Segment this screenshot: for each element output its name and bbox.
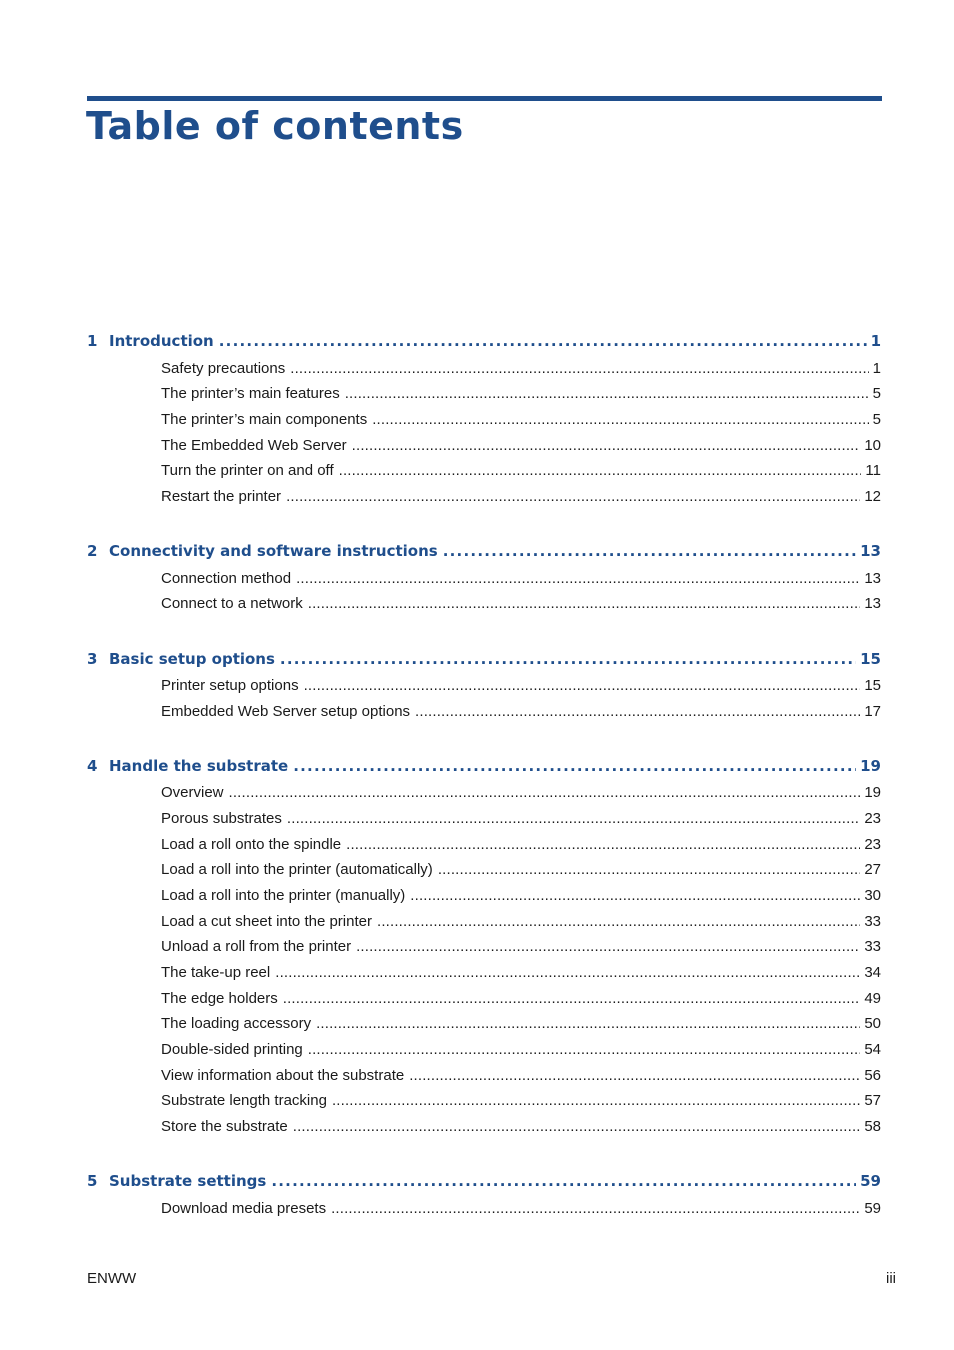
toc-page-number: 54	[864, 1041, 881, 1058]
toc-dot-leader	[345, 385, 869, 402]
toc-entry-title: Introduction	[109, 332, 214, 350]
toc-dot-leader	[352, 437, 861, 454]
toc-section-entry[interactable]	[161, 1200, 881, 1222]
toc-page-number: 23	[864, 810, 881, 827]
toc-section-entry[interactable]	[161, 784, 881, 806]
toc-dot-leader	[316, 1015, 860, 1032]
page-title: Table of contents	[86, 104, 464, 148]
toc-entry-title: Connection method	[161, 570, 292, 587]
toc-dot-leader	[331, 1200, 860, 1217]
toc-entry-title: Connectivity and software instructions	[109, 542, 438, 560]
toc-entry-title: Porous substrates	[161, 810, 282, 827]
toc-dot-leader	[356, 938, 860, 955]
toc-dot-leader	[377, 913, 860, 930]
toc-entry-title: Double-sided printing	[161, 1041, 303, 1058]
toc-entry-title: Load a cut sheet into the printer	[161, 913, 372, 930]
toc-page-number: 57	[864, 1092, 881, 1109]
toc-section-entry[interactable]	[161, 810, 881, 832]
toc-page-number: 33	[864, 913, 881, 930]
toc-page-number: 12	[864, 488, 881, 505]
toc-page-number: 59	[864, 1200, 881, 1217]
toc-section-entry[interactable]	[161, 1067, 881, 1089]
toc-chapter-entry[interactable]	[87, 332, 881, 354]
toc-section-entry[interactable]	[161, 836, 881, 858]
toc-section-entry[interactable]	[161, 913, 881, 935]
toc-dot-leader	[308, 1041, 861, 1058]
toc-entry-title: Handle the substrate	[109, 757, 289, 775]
toc-dot-leader	[410, 887, 860, 904]
toc-entry-title: Safety precautions	[161, 360, 286, 377]
toc-section-entry[interactable]	[161, 595, 881, 617]
toc-entry-title: Substrate settings	[109, 1172, 267, 1190]
toc-entry-title: The printer’s main features	[161, 385, 340, 402]
footer-page-number: iii	[886, 1270, 896, 1287]
toc-page-number: 19	[864, 784, 881, 801]
toc-chapter-entry[interactable]	[87, 1172, 881, 1194]
toc-chapter-number: 1	[87, 332, 98, 350]
toc-dot-leader	[443, 542, 856, 560]
toc-page-number: 50	[864, 1015, 881, 1032]
toc-entry-title: Load a roll onto the spindle	[161, 836, 342, 853]
toc-section-entry[interactable]	[161, 1041, 881, 1063]
toc-entry-title: The Embedded Web Server	[161, 437, 347, 454]
toc-page-number: 17	[864, 703, 881, 720]
toc-entry-title: Overview	[161, 784, 224, 801]
toc-page-number: 23	[864, 836, 881, 853]
toc-section-entry[interactable]	[161, 938, 881, 960]
toc-entry-title: Substrate length tracking	[161, 1092, 327, 1109]
toc-entry-title: The printer’s main components	[161, 411, 368, 428]
toc-page-number: 56	[864, 1067, 881, 1084]
toc-entry-title: Basic setup options	[109, 650, 275, 668]
toc-dot-leader	[304, 677, 861, 694]
toc-entry-title: View information about the substrate	[161, 1067, 405, 1084]
toc-page-number: 13	[864, 570, 881, 587]
toc-entry-title: The take-up reel	[161, 964, 271, 981]
toc-dot-leader	[346, 836, 860, 853]
toc-dot-leader	[372, 411, 868, 428]
toc-page-number: 5	[872, 411, 881, 428]
toc-dot-leader	[229, 784, 861, 801]
toc-page-number: 11	[865, 462, 881, 479]
toc-entry-title: Printer setup options	[161, 677, 299, 694]
toc-section-entry[interactable]	[161, 462, 881, 484]
toc-entry-title: Load a roll into the printer (automatically)	[161, 861, 433, 878]
toc-page-number: 1	[872, 360, 881, 377]
toc-section-entry[interactable]	[161, 570, 881, 592]
toc-entry-title: Load a roll into the printer (manually)	[161, 887, 406, 904]
toc-dot-leader	[287, 810, 860, 827]
toc-section-entry[interactable]	[161, 360, 881, 382]
toc-dot-leader	[438, 861, 861, 878]
toc-section-entry[interactable]	[161, 703, 881, 725]
toc-entry-title: Store the substrate	[161, 1118, 288, 1135]
toc-page-number: 49	[864, 990, 881, 1007]
toc-section-entry[interactable]	[161, 1092, 881, 1114]
toc-page-number: 58	[864, 1118, 881, 1135]
toc-page-number: 59	[860, 1172, 881, 1190]
toc-page-number: 13	[860, 542, 881, 560]
toc-dot-leader	[339, 462, 862, 479]
toc-chapter-number: 3	[87, 650, 98, 668]
toc-entry-title: Connect to a network	[161, 595, 303, 612]
toc-dot-leader	[271, 1172, 856, 1190]
toc-section-entry[interactable]	[161, 1118, 881, 1140]
toc-chapter-entry[interactable]	[87, 542, 881, 564]
toc-section-entry[interactable]	[161, 385, 881, 407]
toc-page-number: 19	[860, 757, 881, 775]
toc-dot-leader	[415, 703, 860, 720]
toc-dot-leader	[280, 650, 856, 668]
toc-page-number: 15	[860, 650, 881, 668]
footer-left: ENWW	[87, 1270, 137, 1287]
toc-dot-leader	[308, 595, 861, 612]
toc-section-entry[interactable]	[161, 411, 881, 433]
toc-page-number: 13	[864, 595, 881, 612]
toc-page-number: 33	[864, 938, 881, 955]
toc-chapter-number: 5	[87, 1172, 98, 1190]
toc-entry-title: The edge holders	[161, 990, 278, 1007]
toc-dot-leader	[293, 757, 856, 775]
toc-dot-leader	[283, 990, 861, 1007]
toc-section-entry[interactable]	[161, 677, 881, 699]
toc-dot-leader	[290, 360, 868, 377]
toc-chapter-number: 4	[87, 757, 98, 775]
toc-chapter-entry[interactable]	[87, 757, 881, 779]
toc-entry-title: Embedded Web Server setup options	[161, 703, 411, 720]
toc-entry-title: Download media presets	[161, 1200, 327, 1217]
toc-page-number: 1	[870, 332, 881, 350]
toc-dot-leader	[293, 1118, 861, 1135]
toc-page-number: 5	[872, 385, 881, 402]
toc-section-entry[interactable]	[161, 964, 881, 986]
toc-page-number: 15	[864, 677, 881, 694]
toc-dot-leader	[296, 570, 860, 587]
toc-chapter-entry[interactable]	[87, 650, 881, 672]
toc-section-entry[interactable]	[161, 488, 881, 510]
toc-page-number: 10	[864, 437, 881, 454]
toc-page-number: 34	[864, 964, 881, 981]
toc-entry-title: Unload a roll from the printer	[161, 938, 352, 955]
toc-section-entry[interactable]	[161, 437, 881, 459]
toc-section-entry[interactable]	[161, 861, 881, 883]
toc-section-entry[interactable]	[161, 1015, 881, 1037]
toc-dot-leader	[275, 964, 860, 981]
toc-section-entry[interactable]	[161, 990, 881, 1012]
toc-dot-leader	[286, 488, 860, 505]
toc-dot-leader	[409, 1067, 860, 1084]
toc-page-number: 27	[864, 861, 881, 878]
toc-page-number: 30	[864, 887, 881, 904]
toc-chapter-number: 2	[87, 542, 98, 560]
toc-entry-title: The loading accessory	[161, 1015, 312, 1032]
title-rule	[87, 96, 882, 101]
toc-entry-title: Turn the printer on and off	[161, 462, 334, 479]
toc-dot-leader	[219, 332, 867, 350]
toc-section-entry[interactable]	[161, 887, 881, 909]
toc-entry-title: Restart the printer	[161, 488, 282, 505]
toc-dot-leader	[332, 1092, 860, 1109]
